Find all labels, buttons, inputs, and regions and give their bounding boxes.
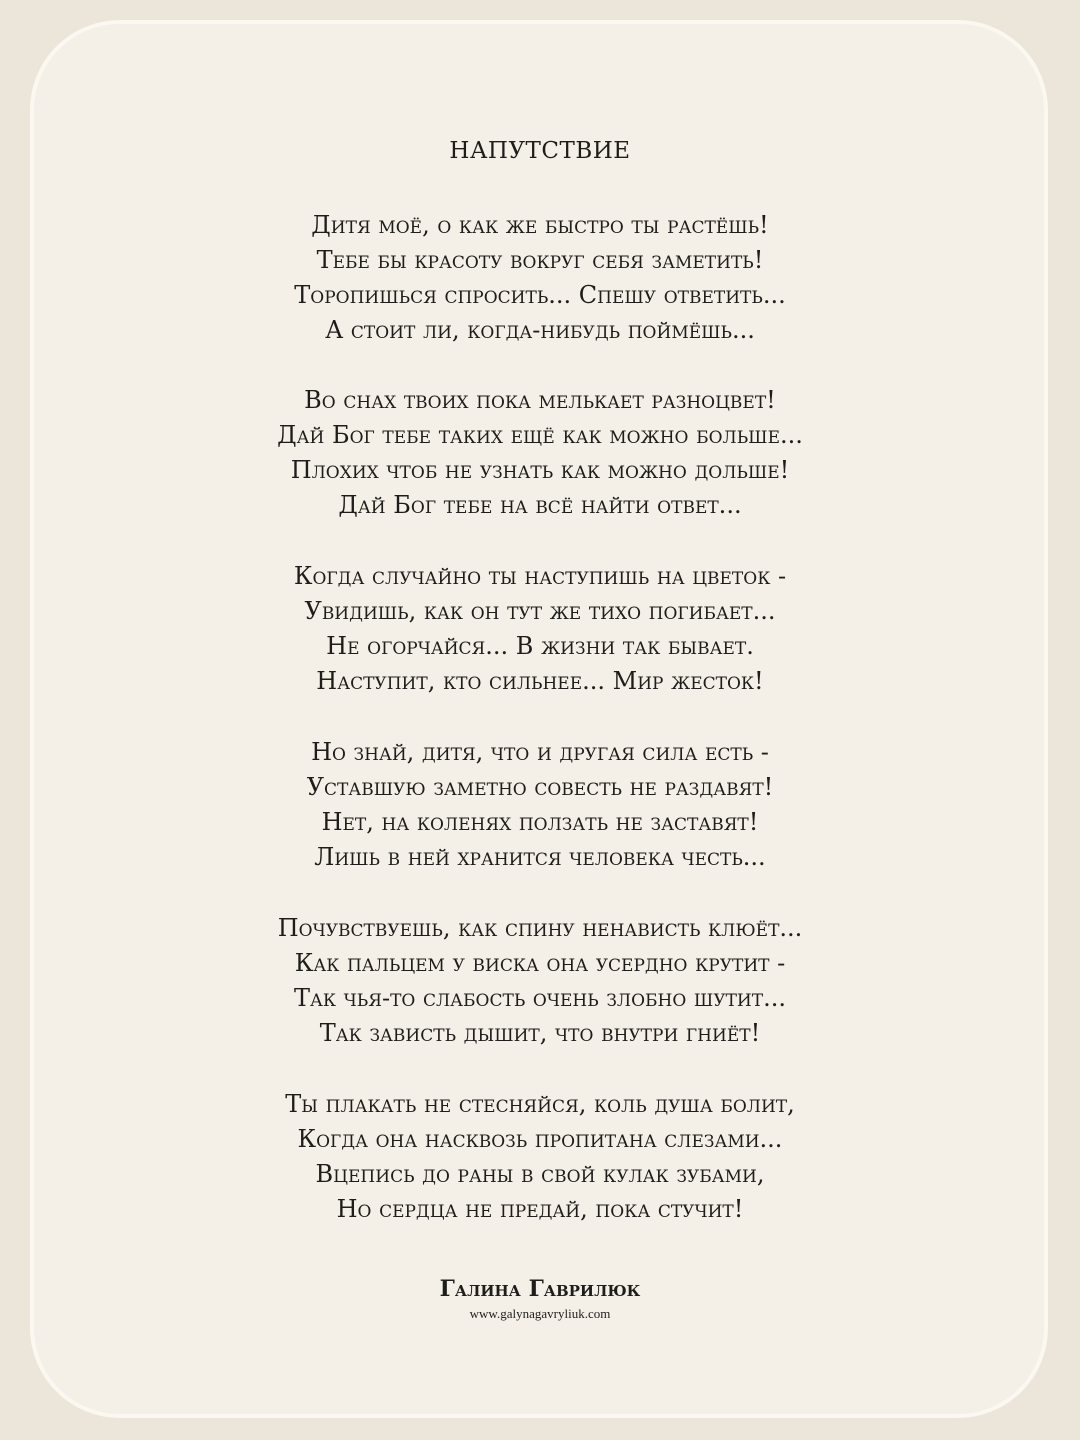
poem-line: Лишь в ней хранится человека честь... — [314, 843, 766, 871]
poem-line: Тебе бы красоту вокруг себя заметить! — [316, 246, 764, 274]
poem-line: Дай Бог тебе таких ещё как можно больше... — [277, 421, 803, 449]
poem-line: Плохих чтоб не узнать как можно дольше! — [290, 456, 790, 484]
stanza-3 — [0, 559, 1080, 699]
poem-line: Наступит, кто сильнее... Мир жесток! — [316, 667, 764, 695]
poem-line: Так чья-то слабость очень злобно шутит... — [293, 984, 786, 1012]
poem-line: Не огорчайся... В жизни так бывает. — [326, 632, 754, 660]
poem-line: Дитя моё, о как же быстро ты растёшь! — [311, 211, 769, 239]
poem-line: Так зависть дышит, что внутри гниёт! — [319, 1019, 761, 1047]
poem-line: Как пальцем у виска она усердно крутит - — [294, 949, 786, 977]
poem-line: Нет, на коленях ползать не заставят! — [321, 808, 759, 836]
poem-line: Уставшую заметно совесть не раздавят! — [306, 773, 774, 801]
poem-line: Когда случайно ты наступишь на цветок - — [293, 562, 787, 590]
author-website: www.galynagavryliuk.com — [469, 1306, 611, 1321]
poem-line: Но сердца не предай, пока стучит! — [336, 1195, 744, 1223]
poem-line: Ты плакать не стесняйся, коль душа болит, — [285, 1090, 795, 1118]
stanza-1 — [0, 208, 1080, 348]
poem-title: НАПУТСТВИЕ — [449, 138, 631, 164]
poem-line: Но знай, дитя, что и другая сила есть - — [311, 738, 769, 766]
poem-line: Когда она насквозь пропитана слезами... — [297, 1125, 783, 1153]
stanza-4 — [0, 735, 1080, 875]
poem-line: Вцепись до раны в свой кулак зубами, — [315, 1160, 765, 1188]
poem-line: А стоит ли, когда-нибудь поймёшь... — [325, 316, 755, 344]
poem-line: Дай Бог тебе на всё найти ответ... — [338, 491, 742, 519]
poem-line: Увидишь, как он тут же тихо погибает... — [304, 597, 776, 625]
poem-line: Почувствуешь, как спину ненависть клюёт... — [277, 914, 803, 942]
stanza-6 — [0, 1087, 1080, 1227]
poem-line: Торопишься спросить... Спешу ответить... — [294, 281, 786, 309]
stanza-5 — [0, 911, 1080, 1051]
stanza-2 — [0, 383, 1080, 523]
author-name: Галина Гаврилюк — [439, 1276, 641, 1302]
poem-line: Во снах твоих пока мелькает разноцвет! — [304, 386, 776, 414]
